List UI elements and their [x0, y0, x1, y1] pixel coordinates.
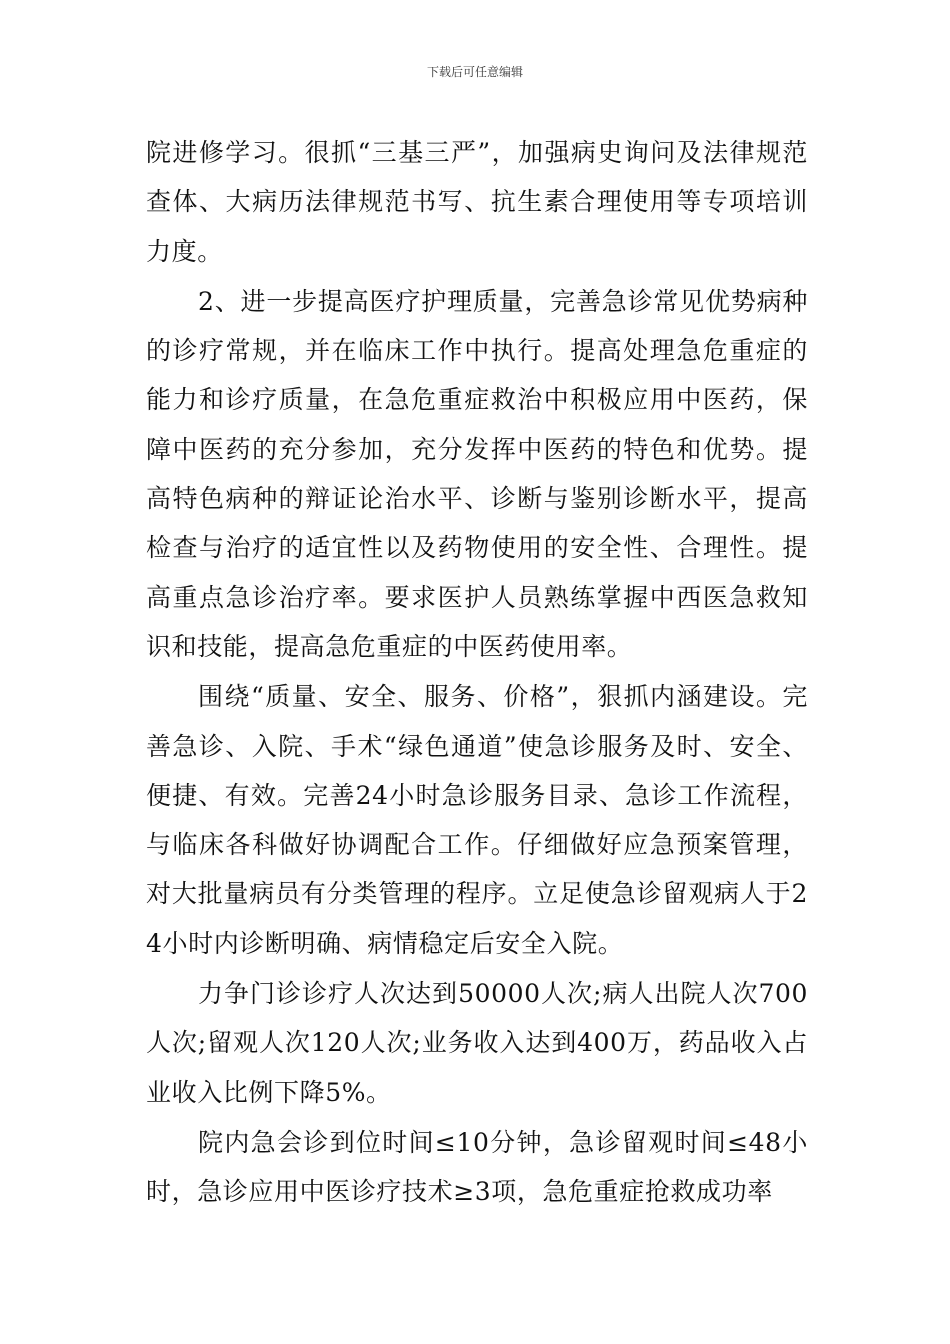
paragraph-quality: 2、进一步提高医疗护理质量，完善急诊常见优势病种的诊疗常规，并在临床工作中执行。提高处理急危重症的能力和诊疗质量，在急危重症救治中积极应用中医药，保障中医药的充分参加，充分发挥中医药的特色和优势。提高特色病种的辩证论治水平、诊断与鉴别诊断水平，提高检查与治疗的适宜性以及药物使用的安全性、合理性。提高重点急诊治疗率。要求医护人员熟练掌握中西医急救知识和技能，提高急危重症的中医药使用率。 — [146, 286, 808, 661]
paragraph-targets: 力争门诊诊疗人次达到50000人次;病人出院人次700人次;留观人次120人次;业务收入达到400万，药品收入占业收入比例下降5%。 — [146, 979, 808, 1107]
paragraph-connotation: 围绕“质量、安全、服务、价格”，狠抓内涵建设。完善急诊、入院、手术“绿色通道”使急诊服务及时、安全、便捷、有效。完善24小时急诊服务目录、急诊工作流程，与临床各科做好协调配合工作。仔细做好应急预案管理，对大批量病员有分类管理的程序。立足使急诊留观病人于24小时内诊断明确、病情稳定后安全入院。 — [146, 682, 808, 958]
paragraph-indicators: 院内急会诊到位时间≤10分钟，急诊留观时间≤48小时，急诊应用中医诊疗技术≥3项，急危重症抢救成功率 — [146, 1127, 808, 1207]
page-header: 下载后可任意编辑 — [426, 65, 523, 79]
paragraph-continuation: 院进修学习。很抓“三基三严”，加强病史询问及法律规范查体、大病历法律规范书写、抗生素合理使用等专项培训力度。 — [146, 138, 808, 266]
document-body — [146, 128, 808, 1218]
